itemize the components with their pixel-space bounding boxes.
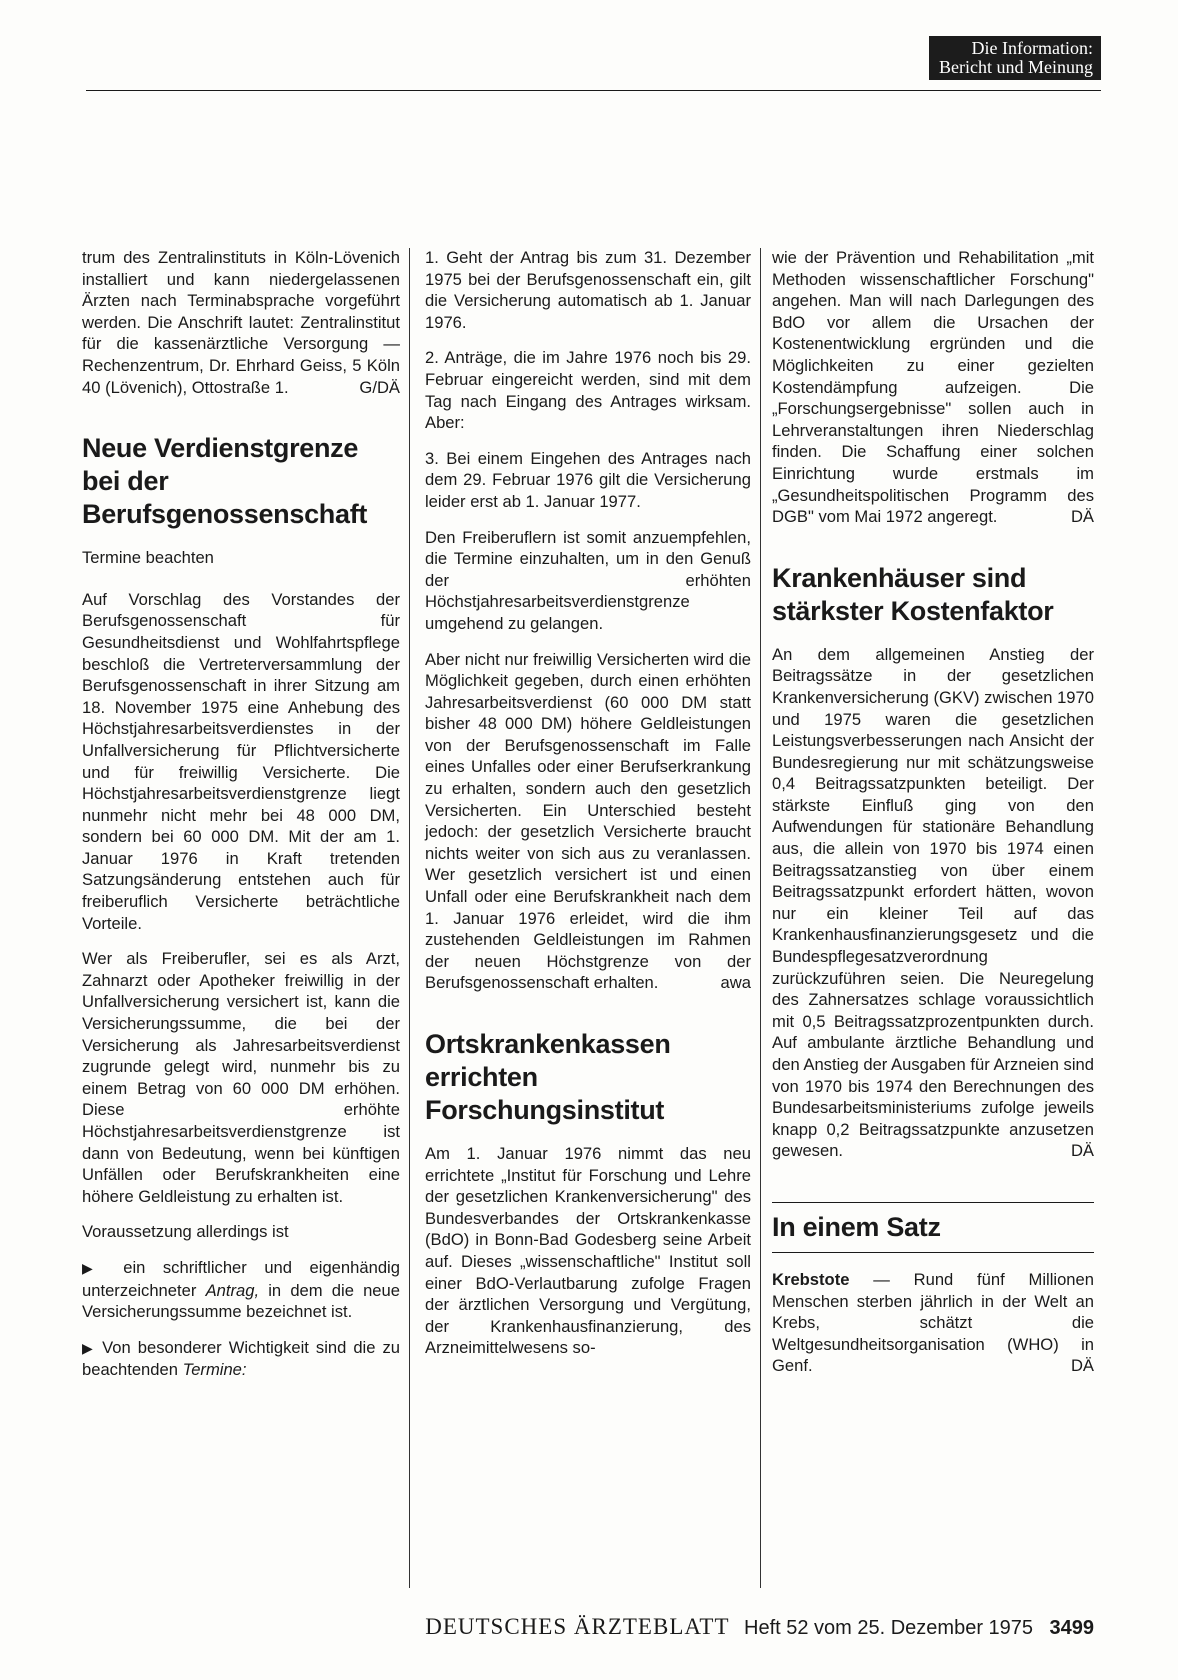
- section-rule: [772, 1202, 1094, 1203]
- header-rule: [86, 90, 1101, 91]
- page-number: 3499: [1049, 1617, 1094, 1639]
- article-subhead: Termine beachten: [82, 548, 214, 568]
- section-header-box: [929, 36, 1101, 80]
- column-3: [772, 247, 1094, 1570]
- numbered-item: 2. Anträge, die im Jahre 1976 noch bis 29. Februar eingereicht werden, sind mit dem Tag nach Eingang des Antrages wirksam. Aber:: [425, 348, 751, 433]
- article-paragraph: Den Freiberuflern ist somit anzuempfehlen, die Termine einzuhalten, um in den Genuß der erhöhten Höchstjahresarbeitsverdienstgrenze umgehend zu gelangen.: [425, 527, 751, 633]
- column-2: [425, 247, 751, 1570]
- section-rule: [772, 1252, 1094, 1253]
- triangle-bullet-icon: ▶: [82, 1339, 96, 1356]
- numbered-item: 1. Geht der Antrag bis zum 31. Dezember 1975 bei der Berufsgenossenschaft ein, gilt die Versicherung automatisch ab 1. Januar 1976.: [425, 248, 751, 332]
- bullet-item: [82, 1337, 400, 1381]
- author-sign: awa: [720, 973, 751, 993]
- paragraph-text: Aber nicht nur freiwillig Versicherten wird die Möglichkeit gegeben, durch einen erhöhten Jahresarbeitsverdienst (60 000 DM statt bisher 48 000 DM) höhere Geldleistungen von der Berufsgenossenschaft im Falle eines Unfalles oder einer Berufserkrankung zu erhalten, sondern auch den gesetzlich Versicherten. Ein Unterschied besteht jedoch: der gesetzlich Versicherte braucht nichts weiter von sich aus zu veranlassen. Wer gesetzlich versichert ist und einen Unfall oder eine Berufskrankheit nach dem 1. Januar 1976 erleidet, wird die ihm zustehenden Geldleistungen im Rahmen der neuen Höchstgrenze von der Berufsgenossenschaft erhalten.: [425, 649, 751, 993]
- author-sign: DÄ: [1070, 507, 1094, 527]
- bullet-text: ein schriftlicher und eigenhändig unterzeichneter: [82, 1257, 400, 1300]
- issue-info: Heft 52 vom 25. Dezember 1975: [744, 1617, 1034, 1639]
- column-divider: [409, 248, 410, 1588]
- section-header-line1: Die Information:: [971, 38, 1093, 58]
- page-footer: [425, 1614, 1094, 1640]
- bullet-emphasis: Antrag,: [205, 1280, 260, 1300]
- bullet-text: in dem die neue Versicherungssumme bezeichnet ist.: [82, 1280, 400, 1322]
- article-paragraph: Wer als Freiberufler, sei es als Arzt, Zahnarzt oder Apotheker freiwillig in der Unfallversicherung versichert ist, kann die Versicherungssumme, die bei der Versicherung als Jahresarbeitsverdienst zugrunde gelegt wird, nunmehr bis zu einem Betrag von 60 000 DM erhöhen. Diese erhöhte Höchstjahresarbeitsverdienstgrenze ist dann von Bedeutung, wenn bei künftigen Unfällen oder Berufskrankheiten eine höhere Geldleistung zu erhalten ist.: [82, 949, 400, 1206]
- article-paragraph: [772, 644, 1094, 1162]
- intro-text: trum des Zentralinstituts in Köln-Lövenich installiert und kann niedergelassenen Ärzten nach Terminabsprache vorgeführt werden. Die Anschrift lautet: Zentralinstitut für die kassenärztliche Versorgung — Rechenzentrum, Dr. Ehrhard Geiss, 5 Köln 40 (Lövenich), Ottostraße 1.: [82, 248, 400, 397]
- column-divider: [760, 248, 761, 1588]
- bullet-text: Von besonderer Wichtigkeit sind die zu beachtenden: [82, 1337, 400, 1380]
- section-header-line2: Bericht und Meinung: [939, 57, 1093, 77]
- triangle-bullet-icon: ▶: [82, 1259, 106, 1276]
- bullet-emphasis: Termine:: [182, 1360, 247, 1380]
- article-title: In einem Satz: [772, 1211, 941, 1242]
- column-1: [82, 247, 400, 1570]
- article-paragraph: Am 1. Januar 1976 nimmt das neu errichtete „Institut für Forschung und Lehre der gesetzlichen Krankenversicherung" des Bundesverbandes der Ortskrankenkasse (BdO) in Bonn-Bad Godesberg seine Arbeit auf. Dieses „wissenschaftliche" Institut soll einer BdO-Verlautbarung zufolge Fragen der ärztlichen Versorgung und Vergütung, der Krankenhausfinanzierung, des Arzneimittelwesens so-: [425, 1144, 751, 1358]
- article-paragraph: Voraussetzung allerdings ist: [82, 1222, 289, 1242]
- paragraph-text: An dem allgemeinen Anstieg der Beitragssätze in der gesetzlichen Krankenversicherung (GKV) zwischen 1970 und 1975 waren die gesetzlichen Leistungsverbesserungen nach Ansicht der Bundesregierung nur mit schätzungsweise 0,4 Beitragssatzpunkten beteiligt. Der stärkste Einfluß ging von den Aufwendungen für stationäre Behandlung aus, die allein von 1970 bis 1974 einen Beitragssatzanstieg von über einem Beitragssatzpunkt erfordert hätten, wovon nur ein kleiner Teil auf das Krankenhausfinanzierungsgesetz und die Bundespflegesatzverordnung zurückzuführen seien. Die Neuregelung des Zahnersatzes schlage voraussichtlich mit 0,5 Beitragssatzprozentpunkten durch. Auf ambulante ärztliche Behandlung und den Anstieg der Ausgaben für Arzneien sind von 1970 bis 1974 den Berechnungen des Bundesarbeitsministeriums zufolge jeweils knapp 0,2 Beitragssatzpunkte anzusetzen gewesen.: [772, 644, 1094, 1161]
- author-sign: G/DÄ: [359, 377, 400, 397]
- bullet-item: [82, 1257, 400, 1323]
- news-lead: Krebstote: [772, 1269, 850, 1289]
- article-title: Krankenhäuser sind stärkster Kostenfaktor: [772, 562, 1054, 626]
- article-paragraph: [425, 649, 751, 995]
- article-paragraph: [772, 1269, 1094, 1377]
- intro-paragraph: [82, 247, 400, 398]
- journal-name: DEUTSCHES ÄRZTEBLATT: [425, 1614, 730, 1639]
- article-paragraph: Auf Vorschlag des Vorstandes der Berufsgenossenschaft für Gesundheitsdienst und Wohlfahrtspflege beschloß die Vertreterversammlung der Berufsgenossenschaft in ihrer Sitzung am 18. November 1975 eine Anhebung des Höchstjahresarbeitsverdienstes in der Unfallversicherung für Pflichtversicherte und für freiwillig Versicherte. Die Höchstjahresarbeitsverdienstgrenze liegt nunmehr nicht mehr bei 48 000 DM, sondern bei 60 000 DM. Mit der am 1. Januar 1976 in Kraft tretenden Satzungsänderung entstehen auch für freiberuflich Versicherte beträchtliche Vorteile.: [82, 589, 400, 933]
- author-sign: DÄ: [1070, 1141, 1094, 1161]
- paragraph-text: wie der Prävention und Rehabilitation „mit Methoden wissenschaftlicher Forschung" angehen. Man will nach Darlegungen des BdO vor allem die Ursachen der Kostenentwicklung ergründen und die Möglichkeiten zu einer gezielten Kostendämpfung aufzeigen. Die „Forschungsergebnisse" sollen auch in Lehrveranstaltungen ihren Niederschlag finden. Die Schaffung einer solchen Einrichtung wurde erstmals im „Gesundheitspolitischen Programm des DGB" vom Mai 1972 angeregt.: [772, 248, 1094, 527]
- article-title: Ortskrankenkassen errichten Forschungsinstitut: [425, 1029, 671, 1125]
- article-title: Neue Verdienstgrenze bei der Berufsgenossenschaft: [82, 433, 368, 530]
- numbered-item: 3. Bei einem Eingehen des Antrages nach dem 29. Februar 1976 gilt die Versicherung leider erst ab 1. Januar 1977.: [425, 448, 751, 511]
- article-paragraph: [772, 247, 1094, 528]
- author-sign: DÄ: [1070, 1356, 1094, 1376]
- paragraph-text: — Rund fünf Millionen Menschen sterben jährlich in der Welt an Krebs, schätzt die Weltgesundheitsorganisation (WHO) in Genf.: [772, 1269, 1094, 1376]
